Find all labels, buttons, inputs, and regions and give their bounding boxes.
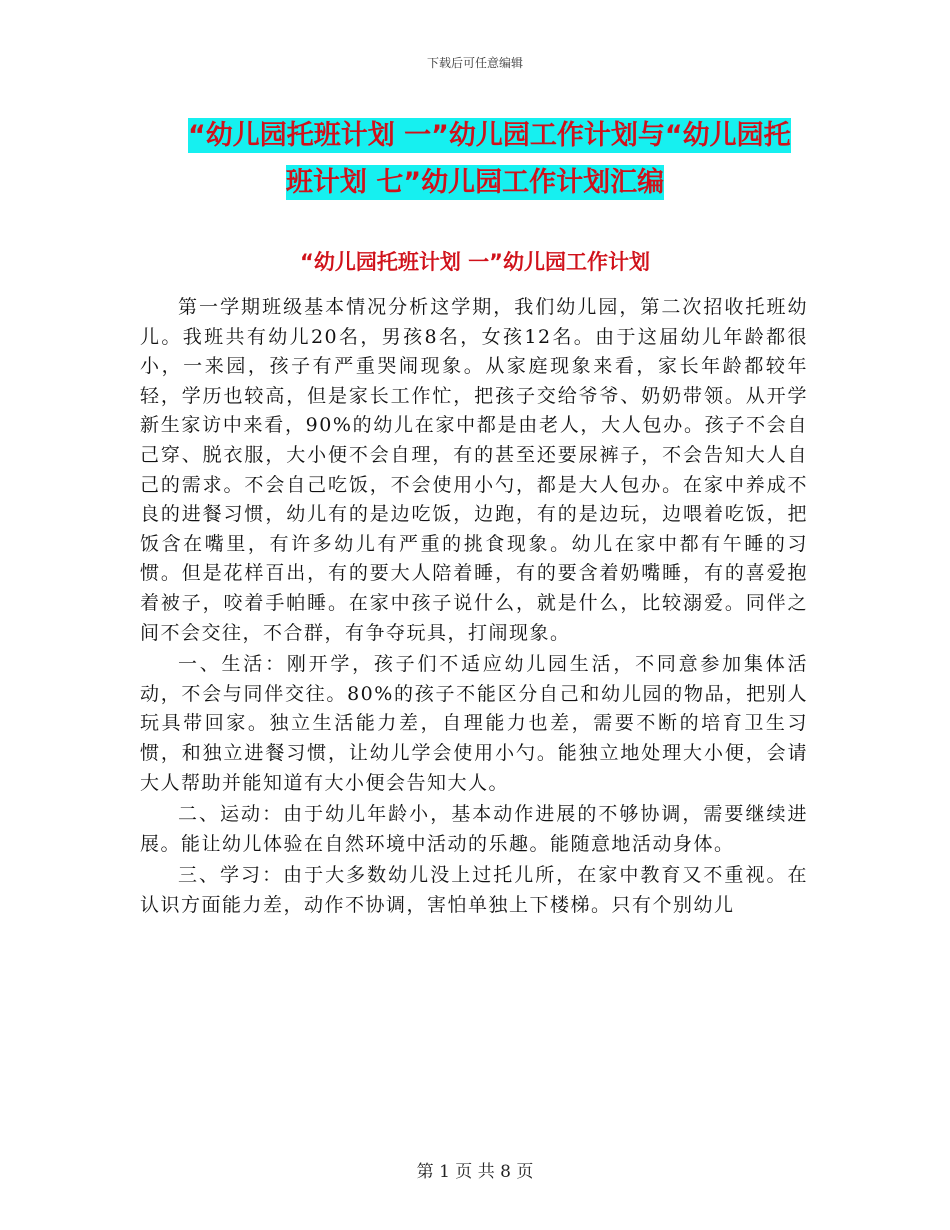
document-title-line-2: 班计划 七”幼儿园工作计划汇编	[285, 167, 665, 198]
page-footer: 第 1 页 共 8 页	[416, 1162, 534, 1182]
section-title: “幼儿园托班计划 一”幼儿园工作计划	[300, 250, 650, 274]
paragraph: 二、运动：由于幼儿年龄小，基本动作进展的不够协调，需要继续进展。能让幼儿体验在自然环境中活动的乐趣。能随意地活动身体。	[140, 803, 808, 855]
document-title-line-1: “幼儿园托班计划 一”幼儿园工作计划与“幼儿园托	[188, 120, 791, 151]
body-text	[140, 293, 808, 922]
paragraph: 第一学期班级基本情况分析这学期，我们幼儿园，第二次招收托班幼儿。我班共有幼儿20名，男孩8名，女孩12名。由于这届幼儿年龄都很小，一来园，孩子有严重哭闹现象。从家庭现象来看，家长年龄都较年轻，学历也较高，但是家长工作忙，把孩子交给爷爷、奶奶带领。从开学新生家访中来看，90%的幼儿在家中都是由老人，大人包办。孩子不会自己穿、脱衣服，大小便不会自理，有的甚至还要尿裤子，不会告知大人自己的需求。不会自己吃饭，不会使用小勺，都是大人包办。在家中养成不良的进餐习惯，幼儿有的是边吃饭，边跑，有的是边玩，边喂着吃饭，把饭含在嘴里，有许多幼儿有严重的挑食现象。幼儿在家中都有午睡的习惯。但是花样百出，有的要大人陪着睡，有的要含着奶嘴睡，有的喜爱抱着被子，咬着手帕睡。在家中孩子说什么，就是什么，比较溺爱。同伴之间不会交往，不合群，有争夺玩具，打闹现象。	[140, 296, 808, 644]
paragraph: 一、生活：刚开学，孩子们不适应幼儿园生活，不同意参加集体活动，不会与同伴交往。80%的孩子不能区分自己和幼儿园的物品，把别人玩具带回家。独立生活能力差，自理能力也差，需要不断的培育卫生习惯，和独立进餐习惯，让幼儿学会使用小勺。能独立地处理大小便，会请大人帮助并能知道有大小便会告知大人。	[140, 653, 808, 794]
header-note: 下载后可任意编辑	[426, 56, 523, 70]
paragraph: 三、学习：由于大多数幼儿没上过托儿所，在家中教育又不重视。在认识方面能力差，动作不协调，害怕单独上下楼梯。只有个别幼儿	[140, 864, 808, 916]
document-title	[150, 112, 830, 206]
